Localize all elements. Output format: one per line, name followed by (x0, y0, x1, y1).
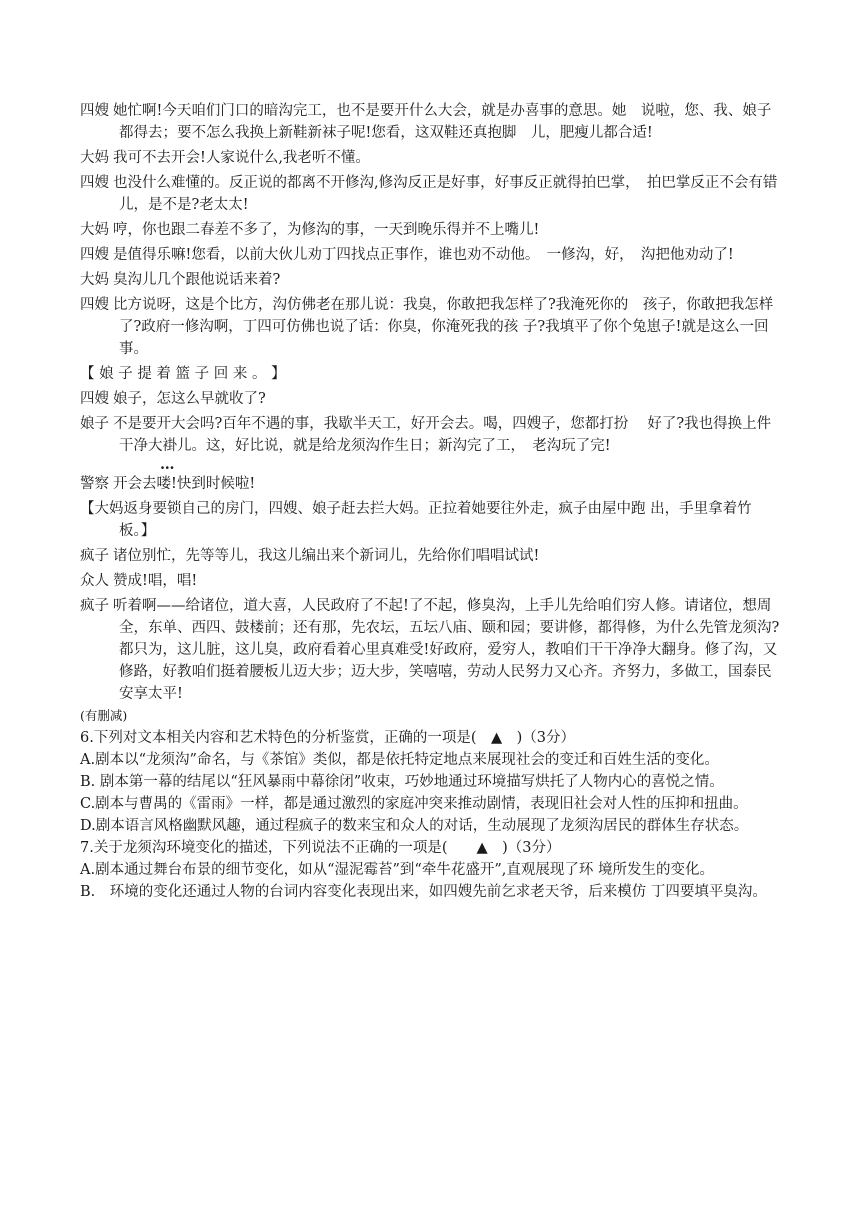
speaker-name: 四嫂 (80, 103, 109, 119)
speaker-name: 大妈 (80, 222, 109, 238)
dialogue-line (80, 413, 780, 457)
dialogue-text: 臭沟儿几个跟他说话来着? (113, 272, 281, 288)
question-7 (80, 837, 780, 903)
omission-mark: … (160, 456, 176, 473)
dialogue-block-3 (80, 473, 780, 495)
dialogue-line (80, 269, 780, 291)
speaker-name: 大妈 (80, 272, 109, 288)
dialogue-line (80, 294, 780, 360)
dialogue-block-4 (80, 545, 780, 705)
speaker-name: 四嫂 (80, 175, 109, 191)
dialogue-block-1 (80, 100, 780, 360)
speaker-name: 四嫂 (80, 247, 109, 263)
dialogue-text: 开会去喽!快到时候啦! (113, 476, 256, 492)
dialogue-line (80, 388, 780, 410)
speaker-name: 娘子 (80, 416, 109, 432)
speaker-name: 大妈 (80, 150, 109, 166)
option-b: B. 环境的变化还通过人物的台词内容变化表现出来，如四嫂先前乞求老天爷，后来模仿 丁四要填平臭沟。 (80, 884, 767, 900)
question-6 (80, 727, 780, 837)
option-a: A.剧本以“龙须沟”命名，与《茶馆》类似，都是依托特定地点来展现社会的变迁和百姓生活的变化。 (80, 752, 719, 768)
dialogue-text: 比方说呀，这是个比方，沟仿佛老在那儿说：我臭，你敢把我怎样了?我淹死你的 孩子，你敢把我怎样了?政府一修沟啊，丁四可仿佛也说了话：你臭，你淹死我的孩 子?我填平了你个兔崽子!就是这么一回事。 (113, 297, 774, 357)
dialogue-text: 是值得乐嘛!您看，以前大伙儿劝丁四找点正事作，谁也劝不动他。 一修沟，好， 沟把他劝动了! (113, 247, 734, 263)
dialogue-text: 赞成!唱，唱! (113, 573, 198, 589)
dialogue-text: 也没什么难懂的。反正说的都离不开修沟,修沟反正是好事，好事反正就得拍巴掌， 拍巴掌反正不会有错儿，是不是?老太太! (113, 175, 778, 213)
dialogue-line (80, 219, 780, 241)
dialogue-text: 不是要开大会吗?百年不遇的事，我歇半天工，好开会去。喝，四嫂子，您都打扮 好了?我也得换上件干净大褂儿。这，好比说，就是给龙须沟作生日；新沟完了工， 老沟玩了完! (113, 416, 772, 454)
speaker-name: 四嫂 (80, 297, 109, 313)
abridged-note: (有删减) (80, 708, 128, 723)
option-a: A.剧本通过舞台布景的细节变化，如从“湿泥霉苔”到“牵牛花盛开”,直观展现了环 境所发生的变化。 (80, 862, 714, 878)
dialogue-text: 娘子，怎这么早就收了? (113, 391, 266, 407)
dialogue-line (80, 595, 780, 705)
option-b: B. 剧本第一幕的结尾以“狂风暴雨中幕徐闭”收束，巧妙地通过环境描写烘托了人物内心的喜悦之情。 (80, 774, 724, 790)
stage-direction: 【大妈返身要锁自己的房门，四嫂、娘子赶去拦大妈。正拉着她要往外走，疯子由屋中跑 出，手里拿着竹板。】 (80, 501, 752, 539)
question-stem: 7.关于龙须沟环境变化的描述，下列说法不正确的一项是( ▲ )（3分） (80, 840, 561, 856)
speaker-name: 四嫂 (80, 391, 109, 407)
option-c: C.剧本与曹禺的《雷雨》一样，都是通过激烈的家庭冲突来推动剧情，表现旧社会对人性的压抑和扭曲。 (80, 796, 748, 812)
dialogue-text: 她忙啊!今天咱们门口的暗沟完工，也不是要开什么大会，就是办喜事的意思。她 说啦，您、我、娘子都得去；要不怎么我换上新鞋新袜子呢!您看，这双鞋还真抱脚 儿，肥瘦儿都合适! (113, 103, 772, 141)
dialogue-text: 哼，你也跟二春差不多了，为修沟的事，一天到晚乐得并不上嘴儿! (113, 222, 540, 238)
dialogue-line (80, 244, 780, 266)
speaker-name: 疯子 (80, 548, 109, 564)
speaker-name: 疯子 (80, 598, 109, 614)
dialogue-block-2 (80, 388, 780, 457)
stage-direction: 【 娘 子 提 着 篮 子 回 来 。 】 (80, 366, 286, 382)
question-stem: 6.下列对文本相关内容和艺术特色的分析鉴赏，正确的一项是( ▲ )（3分） (80, 730, 576, 746)
document-page (80, 100, 780, 903)
dialogue-line (80, 545, 780, 567)
speaker-name: 警察 (80, 476, 109, 492)
option-d: D.剧本语言风格幽默风趣，通过程疯子的数来宝和众人的对话，生动展现了龙须沟居民的群体生存状态。 (80, 818, 749, 834)
dialogue-line (80, 172, 780, 216)
speaker-name: 众人 (80, 573, 109, 589)
dialogue-line (80, 570, 780, 592)
dialogue-line (80, 147, 780, 169)
dialogue-line (80, 473, 780, 495)
dialogue-line (80, 100, 780, 144)
dialogue-text: 我可不去开会!人家说什么,我老听不懂。 (113, 150, 370, 166)
dialogue-text: 听着啊——给诸位，道大喜，人民政府了不起!了不起，修臭沟，上手儿先给咱们穷人修。请诸位，想周全，东单、西四、鼓楼前；还有那，先农坛，五坛八庙、颐和园；要讲修，都得修，为什么先管龙须沟?都只为，这儿脏，这儿臭，政府看着心里真难受!好政府，爱穷人，教咱们干干净净大翻身。修了沟，又修路，好教咱们挺着腰板儿迈大步；迈大步，笑嘻嘻，劳动人民努力又心齐。齐努力，多做工，国泰民安享太平! (113, 598, 780, 702)
dialogue-text: 诸位别忙，先等等儿，我这儿编出来个新词儿，先给你们唱唱试试! (113, 548, 540, 564)
